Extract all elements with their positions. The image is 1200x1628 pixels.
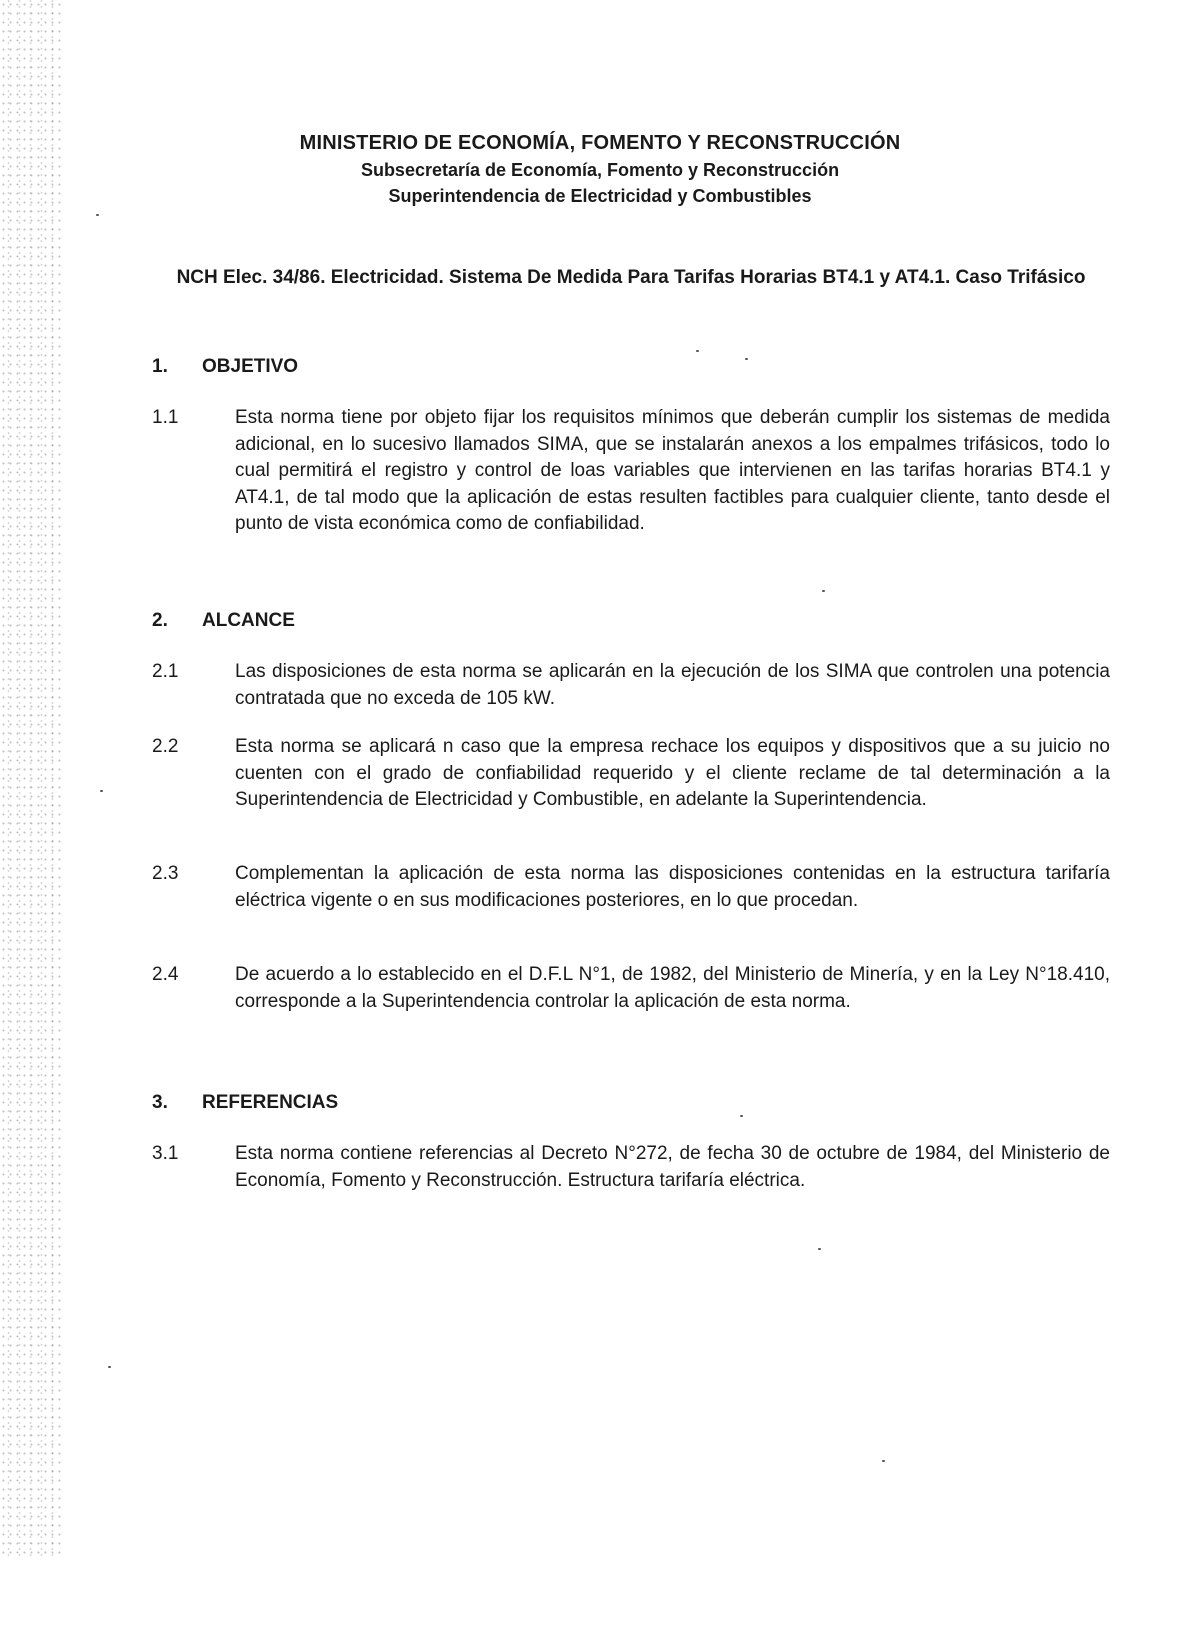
clause-text: De acuerdo a lo establecido en el D.F.L N°1, de 1982, del Ministerio de Minería, y en la Ley N°18.410, corresponde a la Superintendencia controlar la aplicación de esta norma. (235, 964, 1110, 1012)
clause-number: 2.3 (152, 863, 179, 884)
scan-speck (108, 1366, 111, 1368)
section-number: 3. (152, 1092, 168, 1113)
scan-speck (100, 790, 103, 792)
clause-2-2 (152, 734, 1110, 814)
section-title: REFERENCIAS (202, 1092, 339, 1113)
scan-speck (818, 1248, 821, 1250)
clause-number: 1.1 (152, 407, 179, 428)
clause-text: Esta norma tiene por objeto fijar los requisitos mínimos que deberán cumplir los sistemas de medida adicional, en lo sucesivo llamados SIMA, que se instalarán anexos a los empalmes trifásicos, todo lo cual permitirá el registro y control de loas variables que intervienen en las tarifas horarias BT4.1 y AT4.1, de tal modo que la aplicación de estas resulten factibles para cualquier cliente, tanto desde el punto de vista económica como de confiabilidad. (235, 407, 1110, 534)
superintendencia-heading: Superintendencia de Electricidad y Combustibles (388, 186, 812, 206)
clause-1-1 (152, 405, 1110, 538)
clause-number: 2.2 (152, 736, 179, 757)
clause-2-3 (152, 861, 1110, 914)
clause-2-4 (152, 962, 1110, 1015)
section-heading-referencias (152, 1092, 338, 1114)
scan-speck (882, 1460, 885, 1462)
section-heading-alcance (152, 610, 295, 632)
scan-speck (740, 1115, 743, 1117)
scan-speck (96, 214, 99, 216)
subsecretaria-heading: Subsecretaría de Economía, Fomento y Reconstrucción (360, 160, 840, 180)
document-title: NCH Elec. 34/86. Electricidad. Sistema De Medida Para Tarifas Horarias BT4.1 y AT4.1. Caso Trifásico (176, 267, 1086, 288)
clause-number: 2.4 (152, 964, 179, 985)
scan-speck (745, 358, 748, 360)
section-title: OBJETIVO (202, 356, 299, 377)
clause-text: Esta norma se aplicará n caso que la empresa rechace los equipos y dispositivos que a su juicio no cuenten con el grado de confiabilidad requerido y el cliente reclame de tal determinación a la Superintendencia de Electricidad y Combustible, en adelante la Superintendencia. (235, 736, 1110, 810)
section-title: ALCANCE (202, 610, 295, 631)
scan-border-noise (0, 0, 62, 1560)
ministry-heading: MINISTERIO DE ECONOMÍA, FOMENTO Y RECONSTRUCCIÓN (299, 132, 901, 154)
clause-text: Esta norma contiene referencias al Decreto N°272, de fecha 30 de octubre de 1984, del Ministerio de Economía, Fomento y Reconstrucción. Estructura tarifaría eléctrica. (235, 1143, 1110, 1191)
section-heading-objetivo (152, 356, 298, 378)
section-number: 1. (152, 356, 168, 377)
clause-text: Complementan la aplicación de esta norma las disposiciones contenidas en la estructura tarifaría eléctrica vigente o en sus modificaciones posteriores, en lo que procedan. (235, 863, 1110, 911)
scan-speck (822, 590, 825, 592)
scan-speck (696, 350, 699, 352)
clause-2-1 (152, 659, 1110, 712)
clause-text: Las disposiciones de esta norma se aplicarán en la ejecución de los SIMA que controlen una potencia contratada que no exceda de 105 kW. (235, 661, 1110, 709)
section-number: 2. (152, 610, 168, 631)
clause-number: 2.1 (152, 661, 179, 682)
clause-3-1 (152, 1141, 1110, 1194)
clause-number: 3.1 (152, 1143, 179, 1164)
